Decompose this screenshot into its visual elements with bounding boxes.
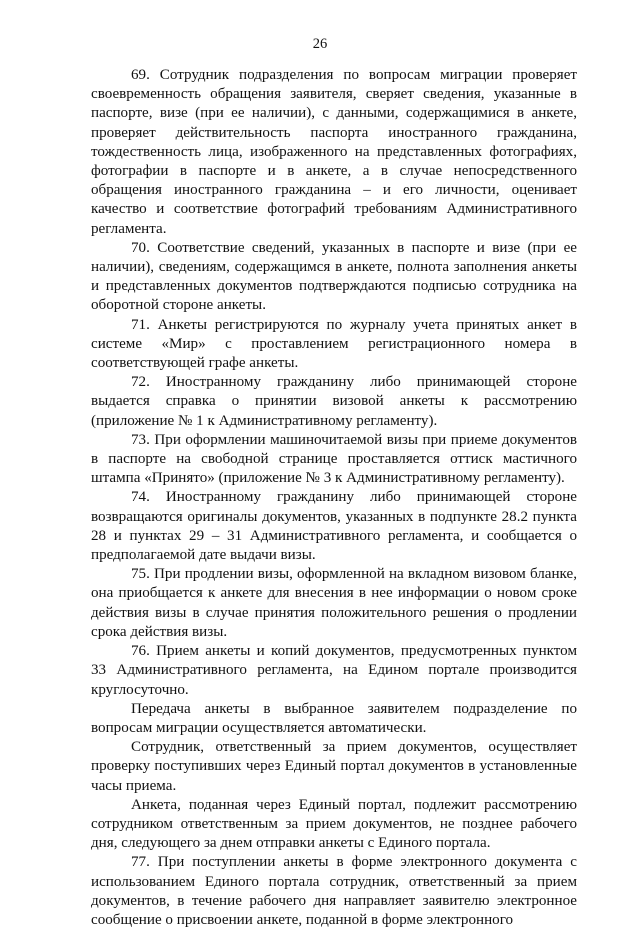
- page-number: 26: [312, 36, 328, 52]
- paragraph-73: 73. При оформлении машиночитаемой визы при приеме документов в паспорте на свободной странице проставляется оттиск мастичного штампа «Принято» (приложение № 3 к Административному регламенту).: [91, 431, 577, 487]
- paragraph-76-review: Анкета, поданная через Единый портал, подлежит рассмотрению сотрудником ответственным за прием документов, не позднее рабочего дня, следующего за днем отправки анкеты с Единого портала.: [91, 796, 577, 852]
- paragraph-76: 76. Прием анкеты и копий документов, предусмотренных пунктом 33 Административного регламента, на Едином портале производится круглосуточно.: [91, 643, 577, 698]
- paragraph-76-check: Сотрудник, ответственный за прием документов, осуществляет проверку поступивших через Единый портал документов в установленные часы приема.: [91, 739, 577, 794]
- paragraph-72: 72. Иностранному гражданину либо принимающей стороне выдается справка о принятии визовой анкеты к рассмотрению (приложение № 1 к Административному регламенту).: [91, 374, 577, 429]
- paragraph-71: 71. Анкеты регистрируются по журналу учета принятых анкет в системе «Мир» с проставлением регистрационного номера в соответствующей графе анкеты.: [91, 316, 577, 372]
- paragraph-74: 74. Иностранному гражданину либо принимающей стороне возвращаются оригиналы документов, указанных в подпункте 28.2 пункта 28 и пунктах 29 – 31 Административного регламента, и сообщается о предполагаемой дате выдачи визы.: [91, 489, 577, 564]
- paragraph-77: 77. При поступлении анкеты в форме электронного документа с использованием Единого портала сотрудник, ответственный за прием документов, в течение рабочего дня направляет заявителю электронное сообщение о присвоении анкете, поданной в форме электронного: [91, 854, 577, 928]
- paragraph-70: 70. Соответствие сведений, указанных в паспорте и визе (при ее наличии), сведениям, содержащимся в анкете, полнота заполнения анкеты и представленных документов подтверждаются подписью сотрудника на оборотной стороне анкеты.: [91, 239, 577, 314]
- document-body: [91, 66, 577, 930]
- paragraph-69: 69. Сотрудник подразделения по вопросам миграции проверяет своевременность обращения заявителя, сверяет сведения, указанные в паспорте, визе (при ее наличии), с данными, содержащимися в анкете, проверяет действительность паспорта иностранного гражданина, тождественность лица, изображенного на представленных фотографиях, фотографии в паспорте и в анкете, а в случае непосредственного обращения иностранного гражданина – и его личности, оценивает качество и соответствие фотографий требованиям Административного регламента.: [91, 67, 577, 237]
- paragraph-75: 75. При продлении визы, оформленной на вкладном визовом бланке, она приобщается к анкете для внесения в нее информации о новом сроке действия визы в случае принятия положительного решения о продлении срока действия визы.: [91, 566, 577, 640]
- paragraph-76-transfer: Передача анкеты в выбранное заявителем подразделение по вопросам миграции осуществляется автоматически.: [91, 700, 577, 736]
